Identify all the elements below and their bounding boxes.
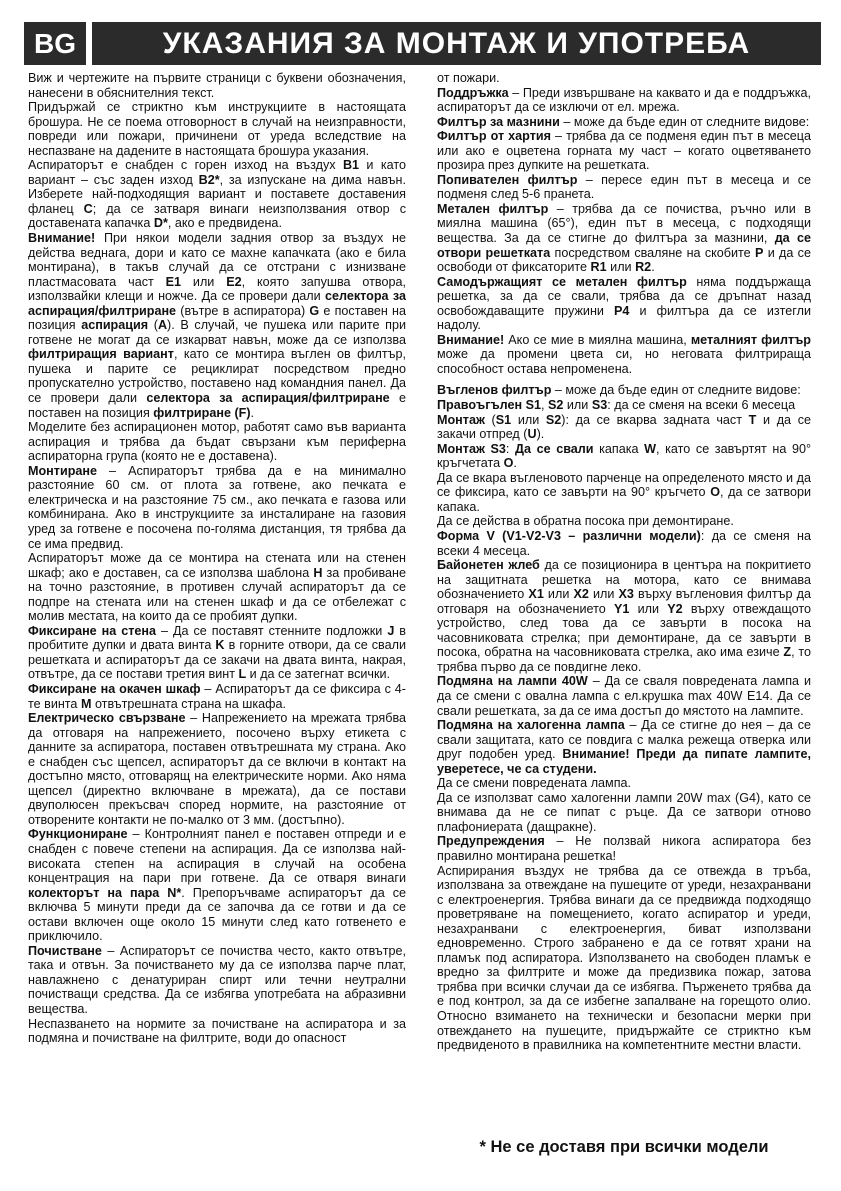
paragraph: Да се използват само халогенни лампи 20W max (G4), като се внимава да не се пипат с ръце. Да се затвори отново плафониерата (дащракне).	[437, 790, 811, 834]
paragraph: Почистване – Аспираторът се почиства често, както отвътре, така и отвън. За почистването му да се използва парче плат, навлажнено с денатуриран спирт или течни неутрални почистващи средства. Да се избягва употребата на абразивни вещества.	[28, 943, 406, 1016]
bold-term: селектора за аспирация/филтриране	[28, 289, 406, 318]
bold-term: Почистване	[28, 943, 102, 958]
bold-term: Метален филтър	[437, 201, 549, 216]
bold-term: Монтаж	[437, 412, 485, 427]
paragraph: Функциониране – Контролният панел е поставен отпреди и е снабден с повече степени на аспирация. Да се използва най-високата степен на аспирация в случай на особена концентрация на пари при готвене. Да се отваря винаги колекторът на пара N*. Препоръчваме аспираторът да се включва 5 минути преди да се започва да се готви и да се остави включен още около 15 минути след като готвенето е приключило.	[28, 827, 406, 944]
bold-term: C	[83, 201, 93, 216]
paragraph: Монтаж S3: Да се свали капака W, като се завъртят на 90° кръгчетата O.	[437, 441, 811, 471]
bold-term: T	[748, 412, 757, 427]
paragraph: Аспирирания въздух не трябва да се отвежда в тръба, използвана за отвеждане на пушеците от уреди, незахранвани с електроенергия. Трябва винаги да се предвижда подходящо проветряване на помещението, когато аспиратор и уреди, незахранвани с електроенергия, биват използвани едновременно. Строго забранено е да се готвят храни на пламък под аспиратора. Използването на свободен пламък е вредно за филтрите и може да предизвика пожар, затова трябва при всички случаи да се избягва. Пърженето трябва да е под контрол, за да се избегне запалване на горещото олио. Относно взимането на технически и безопасни мерки при отвеждането на пушеците, придържайте се стриктно към предвиденото в правилника на компетентните местни власти.	[437, 863, 811, 1053]
paragraph: Правоъгълен S1, S2 или S3: да се сменя на всеки 6 месеца	[437, 398, 796, 413]
bold-term: Филтър за мазнини	[437, 114, 560, 129]
paragraph: Монтаж (S1 или S2): да се вкарва задната част T и да се закачи отпред (U).	[437, 412, 811, 442]
paragraph: Виж и чертежите на първите страници с буквени обозначения, нанесени в обяснителния текст.	[28, 71, 406, 100]
bold-term: S3	[591, 398, 608, 413]
paragraph: Въгленов филтър – може да бъде един от следните видове:	[437, 383, 801, 398]
bold-term: Попивателен филтър	[437, 172, 578, 187]
paragraph: Внимание! Ако се мие в миялна машина, металният филтър може да промени цвета си, но неговата филтрираща способност остава непроменена.	[437, 332, 811, 376]
paragraph: Байонетен жлеб да се позиционира в центъра на покритието на защитната решетка на мотора, като се внимава обозначението X1 или X2 или X3 върху въгленовия филтър да отговаря на обозначението Y1 или Y2 върху отвеждащото устройство, след това да се завърти в посока на часовниковата стрелка; при демонтиране, да се завърти в посока, обратна на часовниковата стрелка, ако има езиче Z, то трябва първо да се повдигне леко.	[437, 558, 811, 674]
paragraph: Предупреждения – Не ползвай никога аспиратора без правилно монтирана решетка!	[437, 834, 811, 863]
paragraph: Фиксиране на окачен шкаф – Аспираторът да се фиксира с 4-те винта M отвътрешната страна на шкафа.	[28, 681, 406, 711]
paragraph: Подмяна на лампи 40W – Да се сваля повредената лампа и да се смени с овална лампа с ел.крушка max 40W E14. Да се свали решетката, за да се има достъп до мястото на лампите.	[437, 674, 811, 718]
bold-term: B2*	[198, 172, 220, 187]
bold-term: X3	[618, 587, 634, 602]
page-header	[24, 22, 821, 65]
paragraph: Да се смени повредената лампа.	[437, 776, 632, 791]
bold-term: Внимание!	[437, 332, 505, 347]
bold-term: Електрическо свързване	[28, 711, 186, 726]
bold-term: Фиксиране на окачен шкаф	[28, 681, 201, 696]
bold-term: R2	[635, 260, 652, 275]
bold-term: колекторът на пара N*	[28, 885, 182, 900]
bold-term: филтриране (F)	[153, 405, 251, 420]
bold-term: S2	[547, 398, 564, 413]
bold-term: Да се свали	[515, 441, 594, 456]
paragraph: Аспираторът е снабден с горен изход на въздух B1 и като вариант – със заден изход B2*, за изпускане на дима навън. Изберете най-подходящия вариант и поставете доставения фланец C; да се затваря винаги неизползвания отвор с доставената капачка D*, ако е предвидена.	[28, 158, 406, 231]
bold-term: Подмяна на халогенна лампа	[437, 718, 625, 733]
bold-term: S1	[495, 412, 512, 427]
bold-term: Предупреждения	[437, 834, 545, 849]
bold-term: Филтър от хартия	[437, 129, 551, 144]
paragraph: Моделите без аспирационен мотор, работят само във варианта аспирация и трябва да бъдат свързани към периферна аспираторна група (която не е доставена).	[28, 420, 406, 464]
bold-term: аспирация	[81, 318, 149, 333]
paragraph: от пожари.	[437, 71, 500, 85]
bold-term: H	[313, 565, 323, 580]
bold-term: M	[80, 696, 92, 711]
bold-term: Монтиране	[28, 463, 98, 478]
bold-term: E2	[226, 274, 242, 289]
bold-term: B1	[342, 158, 360, 173]
bold-term: Внимание!	[28, 231, 96, 246]
bold-term: P	[754, 245, 764, 260]
paragraph: Самодържащият се метален филтър няма поддържаща решетка, за да се свали, трябва да се дръпнат назад освобождаващите пружини P4 и филтъра да се изтегли надолу.	[437, 274, 811, 333]
bold-term: Въгленов филтър	[437, 383, 552, 398]
bold-term: Монтаж S3	[437, 441, 506, 456]
paragraph: Попивателен филтър – пересе един път в месеца и се подменя след 5-6 пранета.	[437, 172, 811, 202]
bold-term: Y1	[614, 601, 630, 616]
footnote: * Не се доставя при всички модели	[479, 1138, 769, 1156]
bold-term: металният филтър	[690, 332, 811, 347]
paragraph: Придържай се стриктно към инструкциите в настоящата брошура. Не се поема отговорност в случай на неизправности, повреди или пожари, причинени от уреда вследствие на неспазване на дадените в настоящата брошура указания.	[28, 100, 406, 158]
bold-term: Правоъгълен S1	[437, 398, 541, 413]
bold-term: W	[644, 441, 657, 456]
bold-term: Байонетен жлеб	[437, 558, 540, 573]
paragraph: Метален филтър – трябва да се почиства, ръчно или в миялна машина (65°), един път в месеца, с подходящи вещества. За да се стигне до филтъра за мазнини, да се отвори решетката посредством сваляне на скобите P и да се освободи от фиксаторите R1 или R2.	[437, 201, 811, 275]
bold-term: O	[710, 485, 720, 500]
bold-term: да се отвори решетката	[437, 231, 811, 260]
bold-term: Фиксиране на стена	[28, 623, 157, 638]
bold-term: S2	[545, 412, 562, 427]
paragraph: Да се вкара въгленовото парченце на определеното място и да се фиксира, като се завърти на 90° кръгчето O, да се затвори капака.	[437, 470, 811, 514]
bold-term: A	[157, 318, 168, 333]
paragraph: Аспираторът може да се монтира на стената или на стенен шкаф; ако е доставен, са се използва шаблона H за пробиване на точно разстояние, в противен случай аспираторът да се подпре на стената или на стенен шкаф и да се отбележат с молив местата, на които да се пробият дупки.	[28, 551, 406, 624]
bold-term: филтриращия вариант	[28, 347, 174, 362]
paragraph: Подмяна на халогенна лампа – Да се стигне до нея – да се свали защитата, като се повдига с малка режеща отверка или друг подобен уред. Внимание! Преди да пипате лампите, уверетесе, че са студени.	[437, 718, 811, 776]
bold-term: X2	[573, 587, 589, 602]
bold-term: Форма V (V1-V2-V3 – различни модели)	[437, 528, 701, 543]
bold-term: U	[527, 427, 537, 442]
bold-term: D*	[153, 216, 168, 231]
paragraph: Филтър от хартия – трябва да се подменя един път в месеца или ако е оцветена горната му част – когато оцветяването прозира през дупките на решетката.	[437, 129, 811, 173]
left-column	[28, 71, 406, 1156]
paragraph: Фиксиране на стена – Да се поставят стенните подложки J в пробитите дупки и двата винта K в горните отвори, да се свали решетката и аспираторът да се закачи на двата винта, накрая, отвътре, да се постави третия винт L и да се затегнат всички.	[28, 623, 406, 682]
paragraph: Внимание! При някои модели задния отвор за въздух не действа веднага, дори и като се махне капачката (ако е била монтирана), в такъв случай да се отстрани с изнизване пластмасовата част E1 или E2, която запушва отвора, използвайки клещи и ножче. Да се провери дали селектора за аспирация/филтриране (вътре в аспиратора) G е поставен на позиция аспирация (A). В случай, че пушека или парите при готвене не могат да се изкарват навън, може да се използва филтриращия вариант, като се монтира въглен ов филтър, пушека и парите се рециклират посредством предно пропускателно устройство, поставено над командния панел. Да се провери дали селектора за аспирация/филтриране е поставен на позиция филтриране (F).	[28, 231, 406, 420]
paragraph: Да се действа в обратна посока при демонтиране.	[437, 514, 734, 529]
bold-term: K	[215, 638, 225, 653]
paragraph: Форма V (V1-V2-V3 – различни модели): да се сменя на всеки 4 месеца.	[437, 528, 811, 558]
bold-term: Внимание! Преди да пипате лампите, уверетесе, че са студени.	[437, 747, 811, 776]
bold-term: L	[238, 667, 247, 682]
bold-term: Самодържащият се метален филтър	[437, 274, 687, 289]
bold-term: Поддръжка	[437, 85, 509, 100]
bold-term: Функциониране	[28, 827, 128, 842]
bold-term: Y2	[667, 601, 683, 616]
bold-term: Z	[783, 645, 792, 660]
paragraph: Филтър за мазнини – може да бъде един от следните видове:	[437, 114, 810, 129]
bold-term: J	[387, 623, 395, 638]
bold-term: R1	[590, 260, 607, 275]
bold-term: O	[503, 456, 514, 471]
paragraph: Монтиране – Аспираторът трябва да е на минимално разстояние 60 см. от плота за готвене, ако печката е електрическа и на разстояние 75 см., ако печката е газова или комбинирана. Ако в инструкциите за инсталиране на газовия уред за готвене е посочена по-голяма дистанция, тя трябва да се има предвид.	[28, 463, 406, 551]
bold-term: X1	[528, 587, 544, 602]
bold-term: Подмяна на лампи 40W	[437, 674, 588, 689]
page-title: УКАЗАНИЯ ЗА МОНТАЖ И УПОТРЕБА	[92, 22, 821, 65]
bold-term: селектора за аспирация/филтриране	[146, 391, 390, 406]
paragraph: Неспазването на нормите за почистване на аспиратора и за подмяна и почистване на филтрите, води до опасност	[28, 1016, 406, 1046]
paragraph: Електрическо свързване – Напрежението на мрежата трябва да отговаря на напрежението, посочено върху етикета с данните за аспиратора, поставен отвътрешната му страна. Ако е снабден със щепсел, аспираторът да се включи в контакт на достъпно място, отговарящ на електрическите норми. Ако няма щепсел (директно включване в мрежата), да се постави двуполюсен прекъсвач според нормите, на разстояние от отворените контакти не по-малко от 3 мм. (достъпно).	[28, 711, 406, 827]
paragraph: Поддръжка – Преди извършване на каквато и да е поддръжка, аспираторът да се изключи от ел. мрежа.	[437, 85, 811, 115]
language-badge: BG	[24, 22, 86, 65]
right-column	[437, 71, 811, 1121]
bold-term: P4	[614, 303, 630, 318]
bold-term: G	[309, 303, 320, 318]
bold-term: E1	[165, 274, 182, 289]
